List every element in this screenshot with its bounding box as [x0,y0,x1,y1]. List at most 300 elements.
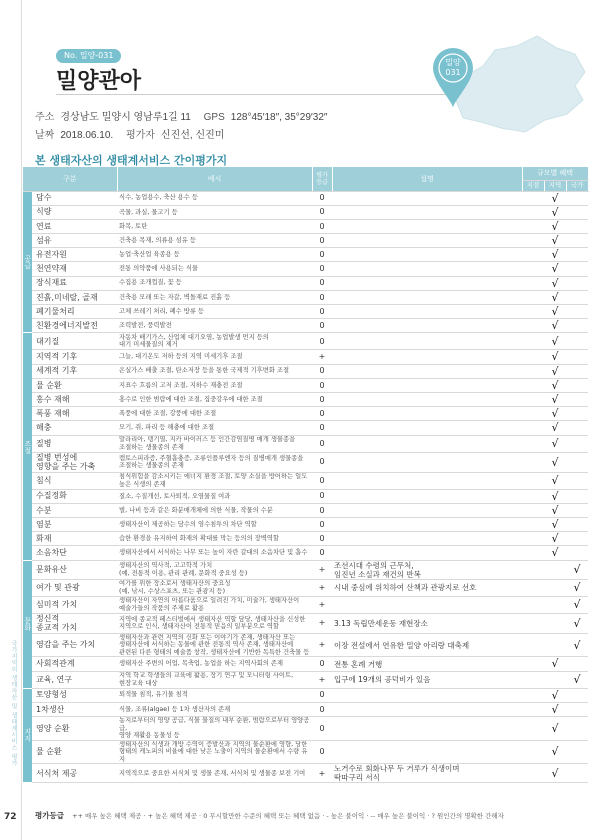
service-grade: 0 [312,435,332,452]
service-example: 지역 학교 학생들의 교육에 활용, 장기 연구 및 모니터링 사이트, 현장교육 대상 [117,671,312,688]
service-description: 시내 중심에 위치하여 산책과 관광지로 선호 [332,579,522,596]
table-row [23,378,588,392]
date-value: 2018.06.10. [60,130,114,141]
service-grade: 0 [312,364,332,378]
benefit-cell [566,248,588,262]
table-row [23,596,588,613]
service-item: 지역적 기후 [32,350,117,364]
service-example: 농지로부터의 영양 공급, 식물 물질의 내부 순환, 범람으로부터 영양공급, 영양 재활용 동물성 등 [117,717,312,741]
benefit-cell [566,764,588,783]
benefit-cell [566,702,588,716]
benefit-cell [566,421,588,435]
service-grade: 0 [312,688,332,702]
service-example: 온실가스 배출 조절, 탄소저장 등을 통한 국제적 기후변화 조절 [117,364,312,378]
benefit-cell [522,364,544,378]
table-row [23,248,588,262]
service-example: 홍수로 인한 범람에 대한 조절, 집중강우에 대한 조절 [117,392,312,406]
asset-number-badge: No. 밀양-031 [56,49,121,63]
service-example: 폭풍에 대한 조절, 강풍에 대한 조절 [117,407,312,421]
service-example: 화목, 토탄 [117,219,312,233]
service-grade: + [312,764,332,783]
benefit-cell [522,688,544,702]
service-description [332,546,522,560]
service-grade: 0 [312,717,332,741]
service-example: 그늘, 대기온도 저하 등의 지역 미세기후 조절 [117,350,312,364]
service-grade: + [312,671,332,688]
service-description [332,333,522,350]
service-example: 생태자산 주변의 어업, 목축업, 농업을 하는 지역사회의 존재 [117,657,312,671]
service-item: 진흙,미네랄, 골재 [32,290,117,304]
service-description [332,205,522,219]
service-example: 생태자산이 제공하는 담수의 염수침투의 차단 역할 [117,518,312,532]
service-item: 섬유 [32,234,117,248]
service-grade: + [312,560,332,579]
service-example: 질소, 수질개선, 토사퇴적, 오염물질 여과 [117,489,312,503]
service-item: 영양 순환 [32,717,117,741]
benefit-cell [566,319,588,333]
service-example: 지역에 종교적 페스티벌에서 생태자산 역할 담당, 생태자산을 신성한 지역으로 인식, 생태자산이 전통적 믿음의 일부분으로 역할 [117,613,312,633]
benefit-checkmark: √ [544,435,566,452]
service-grade: 0 [312,407,332,421]
benefit-checkmark: √ [544,305,566,319]
benefit-cell [522,717,544,741]
benefit-cell [566,688,588,702]
benefit-cell [522,613,544,633]
service-item: 화재 [32,532,117,546]
table-row [23,472,588,489]
benefit-checkmark: √ [544,503,566,517]
group-label: 지지 [23,688,32,783]
table-row [23,290,588,304]
service-item: 장식재료 [32,276,117,290]
page-title: 밀양관아 [56,69,142,94]
grade-legend: 평가등급 ++ 매우 높은 혜택 제공 · + 높은 혜택 제공 · 0 무시할만한 수준의 혜택 또는 혜택 없음 · - 높은 불이익 · -- 매우 높은 불이익 · ? 원인간의 명확한 간해자 [35,811,504,820]
service-item: 해충 [32,421,117,435]
title-divider [56,94,476,95]
table-row [23,560,588,579]
benefit-cell [522,452,544,472]
service-item: 홍수 재해 [32,392,117,406]
benefit-checkmark: √ [544,276,566,290]
service-grade: 0 [312,333,332,350]
table-row [23,613,588,633]
service-description: 이장 전설에서 연유한 밀양 아리랑 대축제 [332,633,522,657]
service-example: 식수, 농업용수, 축산 용수 등 [117,191,312,205]
service-description [332,421,522,435]
legend-item: ++ 매우 높은 혜택 제공 [72,812,142,820]
benefit-cell [566,717,588,741]
benefit-checkmark: √ [544,290,566,304]
table-row [23,518,588,532]
benefit-cell [566,657,588,671]
benefit-cell [522,262,544,276]
service-description: 노거수로 회화나무 두 거루가 식생이며 딱따구리 서식 [332,764,522,783]
table-row [23,234,588,248]
benefit-cell [522,305,544,319]
benefit-checkmark: √ [544,333,566,350]
service-grade: + [312,596,332,613]
service-description [332,407,522,421]
table-row [23,489,588,503]
service-grade: 0 [312,503,332,517]
benefit-cell [522,579,544,596]
table-row [23,262,588,276]
region-map-icon [425,28,593,138]
service-item: 1차생산 [32,702,117,716]
benefit-cell [566,234,588,248]
service-example: 말라리아, 뎅기열, 지카 바이러스 등 인간감염질병 매개 생물종을 조절하는 생물종의 존재 [117,435,312,452]
gps-value: 128°45′18″, 35°29′32″ [230,112,328,123]
service-description [332,702,522,716]
benefit-checkmark: √ [544,489,566,503]
service-description [332,262,522,276]
table-row [23,392,588,406]
header-example: 예시 [117,167,312,191]
service-item: 영감을 주는 가치 [32,633,117,657]
benefit-checkmark: √ [544,688,566,702]
service-description: 전통 혼례 거행 [332,657,522,671]
service-example: 곡물, 과실, 물고기 등 [117,205,312,219]
group-label: 조절 [23,333,32,560]
service-grade: 0 [312,205,332,219]
header-category: 구분 [23,167,117,191]
legend-item: 0 무시할만한 수준의 혜택 또는 혜택 없음 [203,812,321,820]
benefit-cell [544,633,566,657]
table-row [23,205,588,219]
service-description [332,290,522,304]
header-scale: 규모별 혜택 [522,167,588,180]
service-item: 염분 [32,518,117,532]
service-description [332,364,522,378]
benefit-cell [566,472,588,489]
benefit-cell [544,560,566,579]
table-row [23,435,588,452]
benefit-checkmark: √ [544,191,566,205]
service-grade: 0 [312,305,332,319]
benefit-checkmark: √ [544,532,566,546]
benefit-cell [566,276,588,290]
service-item: 문화유산 [32,560,117,579]
service-grade: 0 [312,546,332,560]
service-description [332,219,522,233]
benefit-cell [544,579,566,596]
service-description [332,378,522,392]
benefit-cell [522,350,544,364]
benefit-cell [522,546,544,560]
table-row [23,421,588,435]
service-example: 고체 쓰레기 처리, 폐수 방류 등 [117,305,312,319]
service-grade: 0 [312,532,332,546]
service-item: 토양형성 [32,688,117,702]
benefit-cell [522,378,544,392]
benefit-cell [522,319,544,333]
table-row [23,688,588,702]
service-description: 입구에 19개의 공덕비가 있음 [332,671,522,688]
benefit-cell [522,234,544,248]
benefit-checkmark: √ [544,407,566,421]
benefit-cell [566,305,588,319]
page-number: 72 [4,812,17,822]
benefit-cell [522,407,544,421]
benefit-checkmark: √ [544,378,566,392]
service-description [332,319,522,333]
service-example: 생태자산의 식생과 개방 수역이 증발산과 지역의 물순환에 영향, 당한 형태의 캐노피의 비율에 대한 낮은 노출이 지역의 물순환에서 수량 유지 [117,740,312,764]
benefit-cell [566,546,588,560]
service-example: 벌, 나비 등과 같은 화분매개체에 의한 식물, 작물의 수분 [117,503,312,517]
benefit-checkmark: √ [544,234,566,248]
service-item: 천연약재 [32,262,117,276]
benefit-cell [522,764,544,783]
group-label: 문화 [23,560,32,688]
service-example: 식물, 조류(algae) 등 1차 생산자의 존재 [117,702,312,716]
service-grade: + [312,633,332,657]
service-example: 자동차 배기가스, 산업체 대기오염, 농업발생 먼지 등의 대기 미세물질의 제거 [117,333,312,350]
benefit-checkmark: √ [544,702,566,716]
benefit-cell [522,290,544,304]
benefit-cell [522,489,544,503]
benefit-checkmark: √ [544,764,566,783]
service-example: 퇴적물 침적, 유기물 침적 [117,688,312,702]
benefit-checkmark: √ [566,671,588,688]
service-example: 수집용 조개껍질, 꽃 등 [117,276,312,290]
benefit-cell [566,740,588,764]
benefit-checkmark: √ [566,579,588,596]
service-description: 조선시대 수령의 근무처, 임진년 소실과 재건의 반복 [332,560,522,579]
service-grade: + [312,350,332,364]
service-description [332,234,522,248]
service-description [332,472,522,489]
service-example: 전통 의약품에 사용되는 식물 [117,262,312,276]
header-grade: 평가 등급 [312,167,332,191]
benefit-checkmark: √ [544,205,566,219]
benefit-cell [566,290,588,304]
table-row [23,740,588,764]
benefit-cell [566,452,588,472]
service-item: 물 순환 [32,378,117,392]
table-row [23,407,588,421]
address-value: 경상남도 밀양시 영남루1길 11 [60,112,191,123]
service-item: 연료 [32,219,117,233]
service-grade: 0 [312,276,332,290]
service-example: 지표수 흐름의 고저 조절, 지하수 재충전 조절 [117,378,312,392]
service-item: 폐기물처리 [32,305,117,319]
service-item: 사회적관계 [32,657,117,671]
benefit-cell [544,671,566,688]
service-example: 습한 환경을 유지하여 화재의 확대를 막는 등의의 장벽역할 [117,532,312,546]
benefit-checkmark: √ [566,633,588,657]
benefit-cell [522,421,544,435]
service-grade: 0 [312,290,332,304]
service-example: 침식위험을 감소시키는 에너지 환경 조절, 토양 소실을 방어하는 일도 높은 식생의 존재 [117,472,312,489]
service-item: 심미적 가치 [32,596,117,613]
service-grade: 0 [312,319,332,333]
service-item: 수분 [32,503,117,517]
service-description [332,489,522,503]
benefit-cell [566,262,588,276]
benefit-cell [566,518,588,532]
service-description [332,688,522,702]
service-grade: 0 [312,740,332,764]
service-example: 건축용 목재, 의류용 섬유 등 [117,234,312,248]
side-running-title: 국가지역의 생태자산 및 생태계서비스 평가 [10,640,17,767]
service-item: 서식처 제공 [32,764,117,783]
service-description [332,452,522,472]
service-grade: 0 [312,518,332,532]
group-label: 공급 [23,191,32,333]
service-description [332,740,522,764]
benefit-cell [522,205,544,219]
benefit-cell [566,407,588,421]
service-example: 모기, 쥐, 파리 등 해충에 대한 조절 [117,421,312,435]
benefit-cell [522,702,544,716]
benefit-cell [522,219,544,233]
benefit-cell [566,378,588,392]
service-description [332,717,522,741]
service-description [332,305,522,319]
service-description [332,518,522,532]
table-row [23,350,588,364]
benefit-cell [522,472,544,489]
benefit-checkmark: √ [544,392,566,406]
service-grade: 0 [312,234,332,248]
benefit-checkmark: √ [566,596,588,613]
service-item: 물 순환 [32,740,117,764]
table-row [23,191,588,205]
benefit-checkmark: √ [544,262,566,276]
service-description [332,532,522,546]
service-item: 정신적 종교적 가치 [32,613,117,633]
service-description: 3.13 독립만세운동 재현장소 [332,613,522,633]
map-label-number: 031 [445,68,461,77]
header-description: 설명 [332,167,522,191]
benefit-checkmark: √ [544,364,566,378]
benefit-checkmark: √ [544,248,566,262]
benefit-checkmark: √ [544,657,566,671]
benefit-cell [566,333,588,350]
gps-label: GPS [203,112,225,123]
evaluator-value: 신진선, 신진미 [160,130,225,141]
table-body [23,191,588,783]
table-row [23,276,588,290]
table-row [23,633,588,657]
table-row [23,671,588,688]
benefit-checkmark: √ [566,560,588,579]
service-grade: 0 [312,392,332,406]
side-margin [0,0,22,840]
service-grade: 0 [312,219,332,233]
service-description [332,392,522,406]
service-grade: + [312,579,332,596]
service-description [332,248,522,262]
service-example: 여가를 위한 장소로서 생태자산의 중요성 (예, 낚시, 수상스포츠, 또는 관광지 등) [117,579,312,596]
benefit-cell [566,392,588,406]
benefit-cell [522,248,544,262]
service-example: 건축용 모래 또는 자갈, 벽돌재료 진흙 등 [117,290,312,304]
table-row [23,702,588,716]
service-grade: 0 [312,452,332,472]
service-description [332,191,522,205]
service-example: 생태자산과 관련 지역의 신화 또는 이야기가 존재, 생태자산 또는 생태자산에 서식하는 동물에 관한 전통적 역사 존재, 생태자산에 관련된 다른 형태의 예술품 창작, 생태자산에 기반한 독특한 건축물 등 [117,633,312,657]
legend-item: -- 매우 높은 불이익 [370,812,426,820]
table-row [23,319,588,333]
benefit-cell [522,532,544,546]
service-item: 친환경에너지발전 [32,319,117,333]
table-row [23,305,588,319]
table-row [23,657,588,671]
assessment-table [23,167,589,783]
service-description [332,596,522,613]
benefit-cell [522,392,544,406]
service-example: 생태자산이 자연의 아름다움으로 일려진 가치, 미술가, 생태자산이 예술가들의 작품의 주제로 활용 [117,596,312,613]
legend-item: + 높은 혜택 제공 [147,812,197,820]
address-line [35,108,327,123]
service-example: 농업·축산업 육종용 등 [117,248,312,262]
benefit-cell [522,633,544,657]
benefit-cell [522,333,544,350]
service-grade: 0 [312,489,332,503]
legend-item: ? 원인간의 명확한 간해자 [431,812,504,820]
benefit-checkmark: √ [544,421,566,435]
benefit-cell [544,596,566,613]
benefit-cell [522,435,544,452]
service-item: 교육, 연구 [32,671,117,688]
service-item: 수질정화 [32,489,117,503]
benefit-checkmark: √ [544,546,566,560]
benefit-cell [522,560,544,579]
service-item: 폭풍 재해 [32,407,117,421]
service-example: 조력발전, 풍력발전 [117,319,312,333]
service-description [332,503,522,517]
service-item: 대기질 [32,333,117,350]
service-grade: 0 [312,378,332,392]
benefit-cell [566,191,588,205]
benefit-cell [566,532,588,546]
service-item: 질병 번성에 영향을 주는 가축 [32,452,117,472]
service-grade: 0 [312,702,332,716]
benefit-cell [566,364,588,378]
service-example: 생태자산의 역사적, 고고학적 가치 (예, 전통적 이용, 관리 관례, 문화적 중요성 등) [117,560,312,579]
benefit-checkmark: √ [544,472,566,489]
benefit-cell [566,219,588,233]
table-row [23,546,588,560]
service-item: 침식 [32,472,117,489]
evaluator-label: 평가자 [125,130,155,141]
benefit-checkmark: √ [544,452,566,472]
table-row [23,364,588,378]
map-label-name: 밀양 [445,58,461,67]
benefit-cell [522,596,544,613]
service-description [332,276,522,290]
service-grade: 0 [312,421,332,435]
date-line [35,126,224,141]
benefit-cell [522,740,544,764]
legend-item: - 높은 불이익 [326,812,365,820]
benefit-checkmark: √ [566,613,588,633]
benefit-cell [522,518,544,532]
table-row [23,219,588,233]
table-row [23,503,588,517]
service-grade: 0 [312,657,332,671]
table-row [23,333,588,350]
service-example: 생태자산에서 서식하는 나무 또는 높이 자란 갈대의 소음차단 및 흡수 [117,546,312,560]
benefit-cell [522,671,544,688]
benefit-cell [544,613,566,633]
table-row [23,452,588,472]
section-title: 본 생태자산의 생태계서비스 간이평가지 [35,154,228,167]
service-example: 캠토스피라증, 주혈흡충증, 조류인플루엔자 등의 질병매개 생물종을 조절하는 생물종의 존재 [117,452,312,472]
header-national: 국가 [566,180,588,191]
benefit-checkmark: √ [544,350,566,364]
